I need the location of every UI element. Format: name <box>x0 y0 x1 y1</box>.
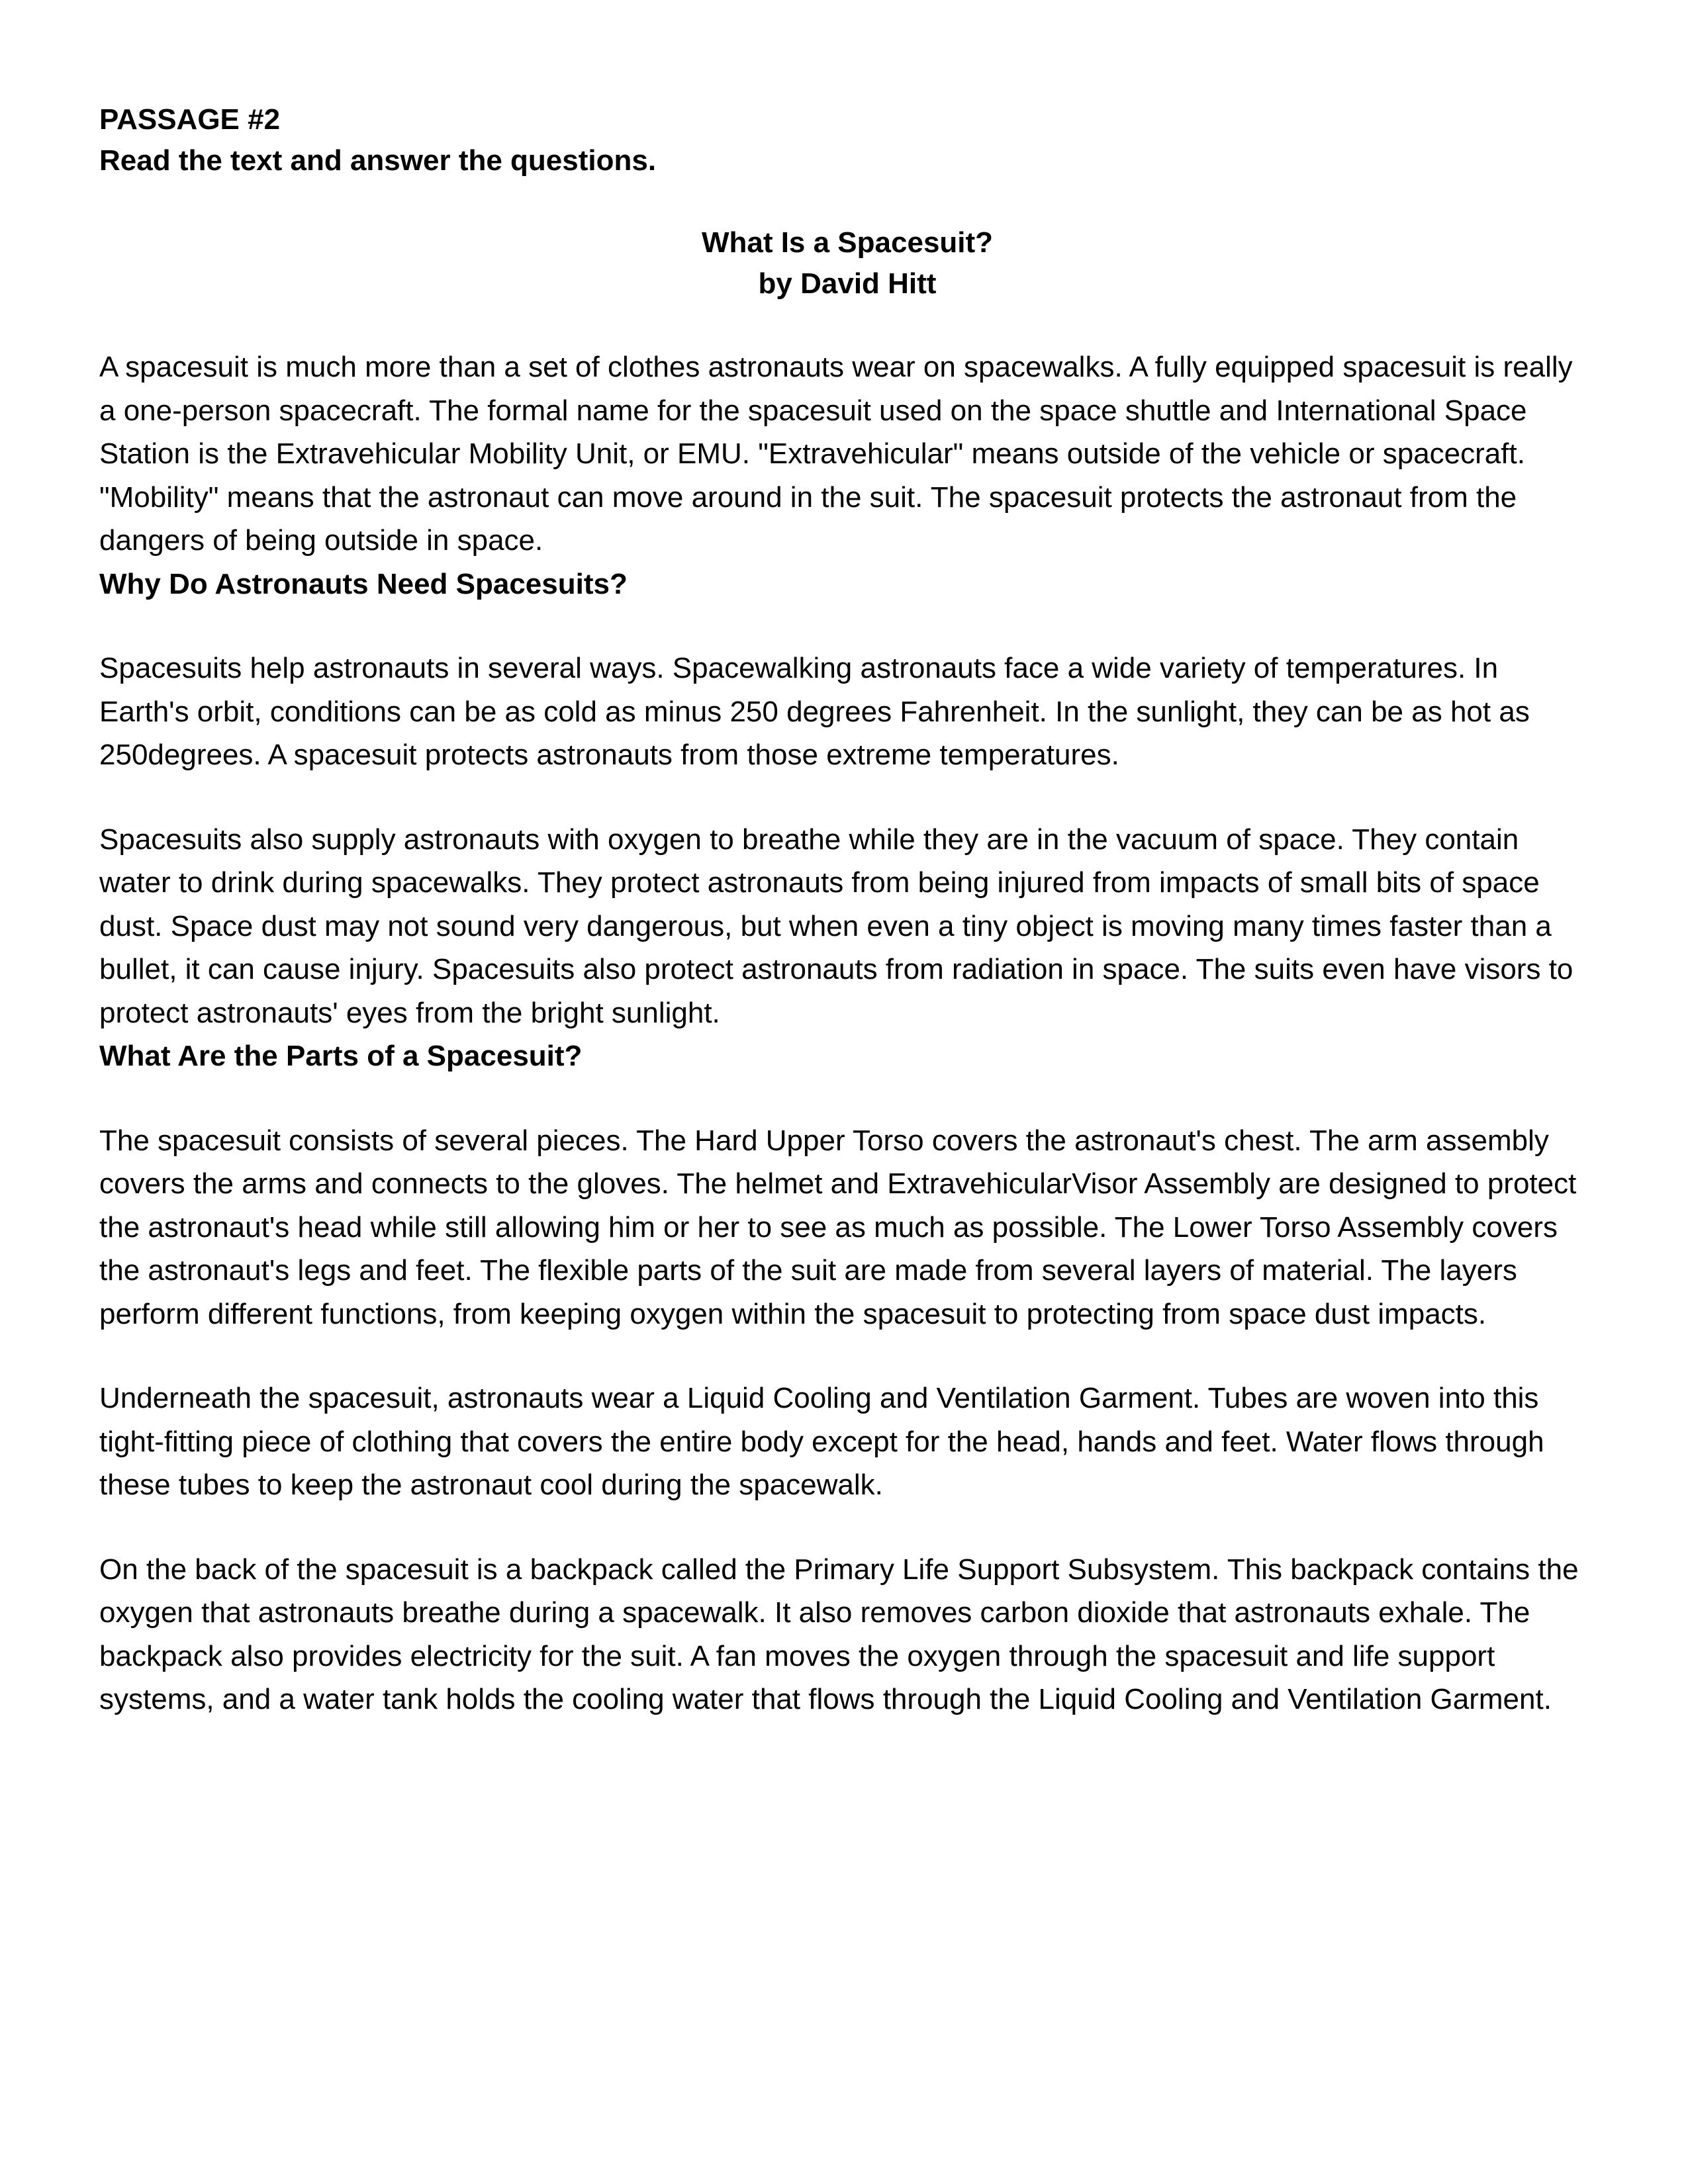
intro-paragraph: A spacesuit is much more than a set of clothes astronauts wear on spacewalks. A fully equipped spacesuit is really a one-person spacecraft. The formal name for the spacesuit used on the space shuttle and International Space Station is the Extravehicular Mobility Unit, or EMU. "Extravehicular" means outside of the vehicle or spacecraft. "Mobility" means that the astronaut can move around in the suit. The spacesuit protects the astronaut from the dangers of being outside in space. <box>99 351 1573 557</box>
article-title: What Is a Spacesuit? <box>701 226 994 259</box>
paragraph: On the back of the spacesuit is a backpack called the Primary Life Support Subsystem. This backpack contains the oxygen that astronauts breathe during a spacewalk. It also removes carbon dioxide that astronauts exhale. The backpack also provides electricity for the suit. A fan moves the oxygen through the spacesuit and life support systems, and a water tank holds the cooling water that flows through the Liquid Cooling and Ventilation Garment. <box>99 1553 1579 1715</box>
section-heading-why: Why Do Astronauts Need Spacesuits? <box>99 567 628 600</box>
section-heading-parts: What Are the Parts of a Spacesuit? <box>99 1040 583 1072</box>
title-block <box>99 222 1595 304</box>
document-page <box>99 99 1595 1721</box>
instructions: Read the text and answer the questions. <box>99 144 657 177</box>
paragraph: Spacesuits help astronauts in several ways. Spacewalking astronauts face a wide variety of temperatures. In Earth's orbit, conditions can be as cold as minus 250 degrees Fahrenheit. In the sunlight, they can be as hot as 250degrees. A spacesuit protects astronauts from those extreme temperatures. <box>99 652 1530 771</box>
paragraph: Underneath the spacesuit, astronauts wear a Liquid Cooling and Ventilation Garment. Tubes are woven into this tight-fitting piece of clothing that covers the entire body except for the head, hands and feet. Water flows through these tubes to keep the astronaut cool during the spacewalk. <box>99 1382 1544 1501</box>
passage-label: PASSAGE #2 <box>99 103 281 136</box>
paragraph: Spacesuits also supply astronauts with oxygen to breathe while they are in the vacuum of space. They contain water to drink during spacewalks. They protect astronauts from being injured from impacts of small bits of space dust. Space dust may not sound very dangerous, but when even a tiny object is moving many times faster than a bullet, it can cause injury. Spacesuits also protect astronauts from radiation in space. The suits even have visors to protect astronauts' eyes from the bright sunlight. <box>99 823 1573 1029</box>
article-byline: by David Hitt <box>758 267 937 300</box>
paragraph: The spacesuit consists of several pieces. The Hard Upper Torso covers the astronaut's chest. The arm assembly covers the arms and connects to the gloves. The helmet and ExtravehicularVisor Assembly are designed to protect the astronaut's head while still allowing him or her to see as much as possible. The Lower Torso Assembly covers the astronaut's legs and feet. The flexible parts of the suit are made from several layers of material. The layers perform different functions, from keeping oxygen within the spacesuit to protecting from space dust impacts. <box>99 1124 1577 1330</box>
